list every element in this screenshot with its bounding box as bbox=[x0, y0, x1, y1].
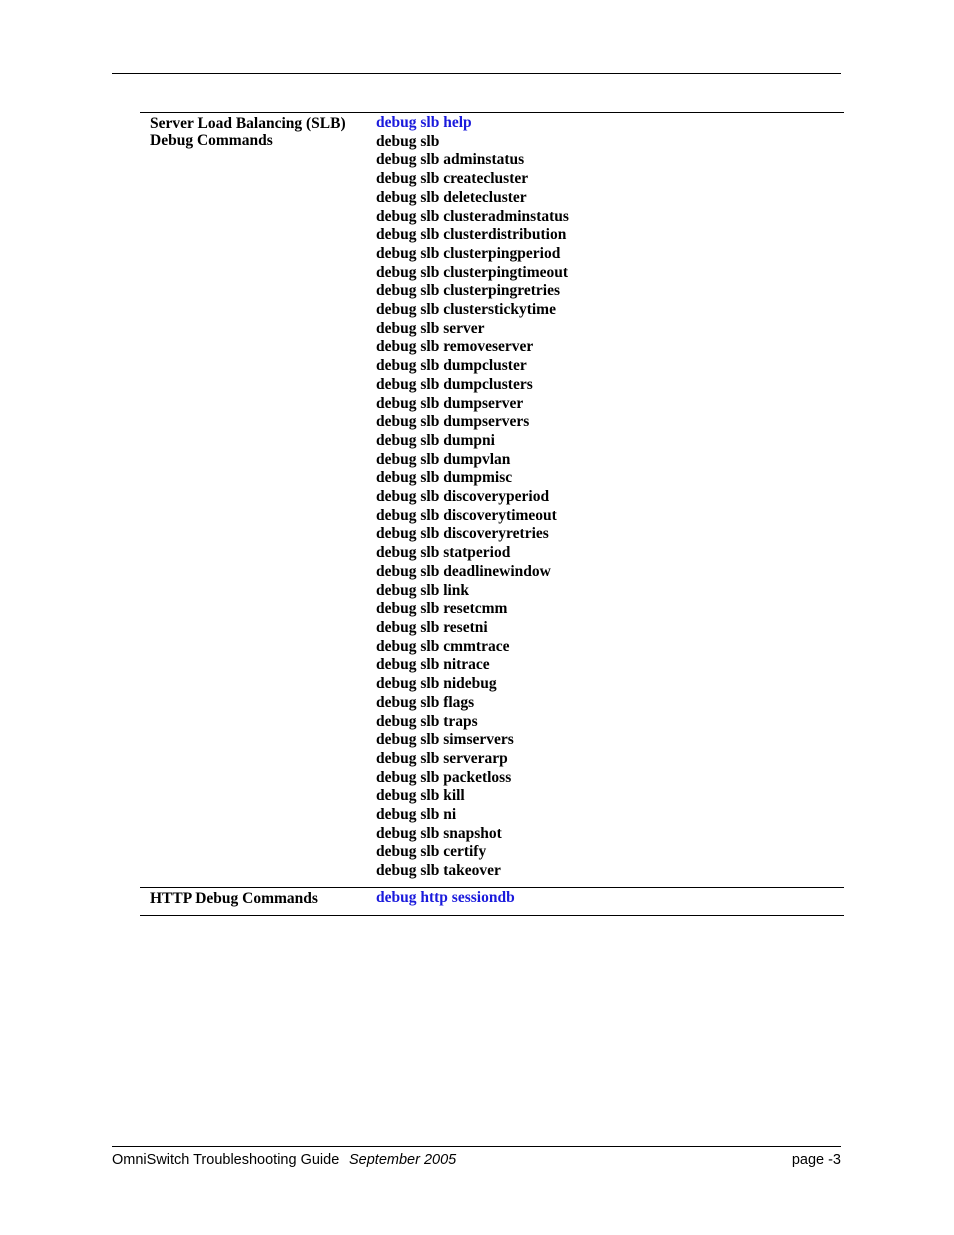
command-item: debug slb kill bbox=[376, 787, 465, 805]
footer-guide-title: OmniSwitch Troubleshooting Guide bbox=[112, 1152, 340, 1168]
command-item: debug slb statperiod bbox=[376, 544, 511, 562]
command-item: debug slb discoveryretries bbox=[376, 525, 549, 543]
footer-rule bbox=[112, 1146, 841, 1147]
command-item: debug slb server bbox=[376, 319, 485, 337]
footer-page-number: page -3 bbox=[791, 1152, 841, 1168]
command-item: debug slb dumpclusters bbox=[376, 375, 533, 393]
command-item: debug slb snapshot bbox=[376, 824, 502, 842]
command-item: debug slb link bbox=[376, 581, 470, 599]
command-item: debug slb dumpmisc bbox=[376, 469, 513, 487]
command-item: debug slb certify bbox=[376, 843, 487, 861]
command-item: debug slb clusterpingperiod bbox=[376, 244, 561, 262]
command-list-slb bbox=[376, 114, 844, 881]
command-item: debug slb bbox=[376, 132, 440, 150]
command-item: debug slb discoveryperiod bbox=[376, 488, 550, 506]
command-item: debug slb clusterpingtimeout bbox=[376, 263, 569, 281]
command-item: debug slb adminstatus bbox=[376, 151, 525, 169]
command-item: debug slb deletecluster bbox=[376, 188, 527, 206]
command-item: debug slb packetloss bbox=[376, 768, 512, 786]
command-list-http bbox=[376, 889, 844, 908]
command-link[interactable]: debug http sessiondb bbox=[376, 888, 515, 906]
category-label-line: HTTP Debug Commands bbox=[150, 889, 318, 907]
command-item: debug slb dumpservers bbox=[376, 413, 530, 431]
command-item: debug slb resetcmm bbox=[376, 600, 508, 618]
command-item: debug slb clusterstickytime bbox=[376, 301, 556, 319]
command-item: debug slb traps bbox=[376, 712, 478, 730]
command-item: debug slb clusterdistribution bbox=[376, 226, 567, 244]
command-item: debug slb serverarp bbox=[376, 749, 508, 767]
header-rule bbox=[112, 73, 841, 74]
command-link[interactable]: debug slb help bbox=[376, 114, 472, 131]
table-row-slb bbox=[140, 113, 844, 887]
command-item: debug slb dumpni bbox=[376, 431, 495, 449]
footer-date: September 2005 bbox=[349, 1152, 457, 1168]
category-label-line: Debug Commands bbox=[150, 132, 273, 149]
category-cell-slb bbox=[140, 114, 376, 881]
command-item: debug slb takeover bbox=[376, 862, 501, 880]
command-item: debug slb clusterpingretries bbox=[376, 282, 560, 300]
debug-commands-table bbox=[140, 112, 844, 916]
command-item: debug slb discoverytimeout bbox=[376, 506, 557, 524]
command-item: debug slb clusteradminstatus bbox=[376, 207, 569, 225]
command-item: debug slb nidebug bbox=[376, 675, 497, 693]
command-item: debug slb nitrace bbox=[376, 656, 490, 674]
command-item: debug slb cmmtrace bbox=[376, 637, 510, 655]
command-item: debug slb removeserver bbox=[376, 338, 534, 356]
command-item: debug slb simservers bbox=[376, 731, 514, 749]
command-item: debug slb flags bbox=[376, 693, 475, 711]
command-item: debug slb dumpcluster bbox=[376, 357, 527, 375]
command-item: debug slb createcluster bbox=[376, 170, 529, 188]
command-item: debug slb deadlinewindow bbox=[376, 562, 551, 580]
table-row-http bbox=[140, 887, 844, 915]
command-item: debug slb dumpserver bbox=[376, 394, 524, 412]
category-label-line: Server Load Balancing (SLB) bbox=[150, 115, 346, 132]
command-item: debug slb ni bbox=[376, 806, 457, 824]
command-item: debug slb resetni bbox=[376, 618, 488, 636]
command-item: debug slb dumpvlan bbox=[376, 450, 511, 468]
category-cell-http bbox=[140, 889, 376, 908]
